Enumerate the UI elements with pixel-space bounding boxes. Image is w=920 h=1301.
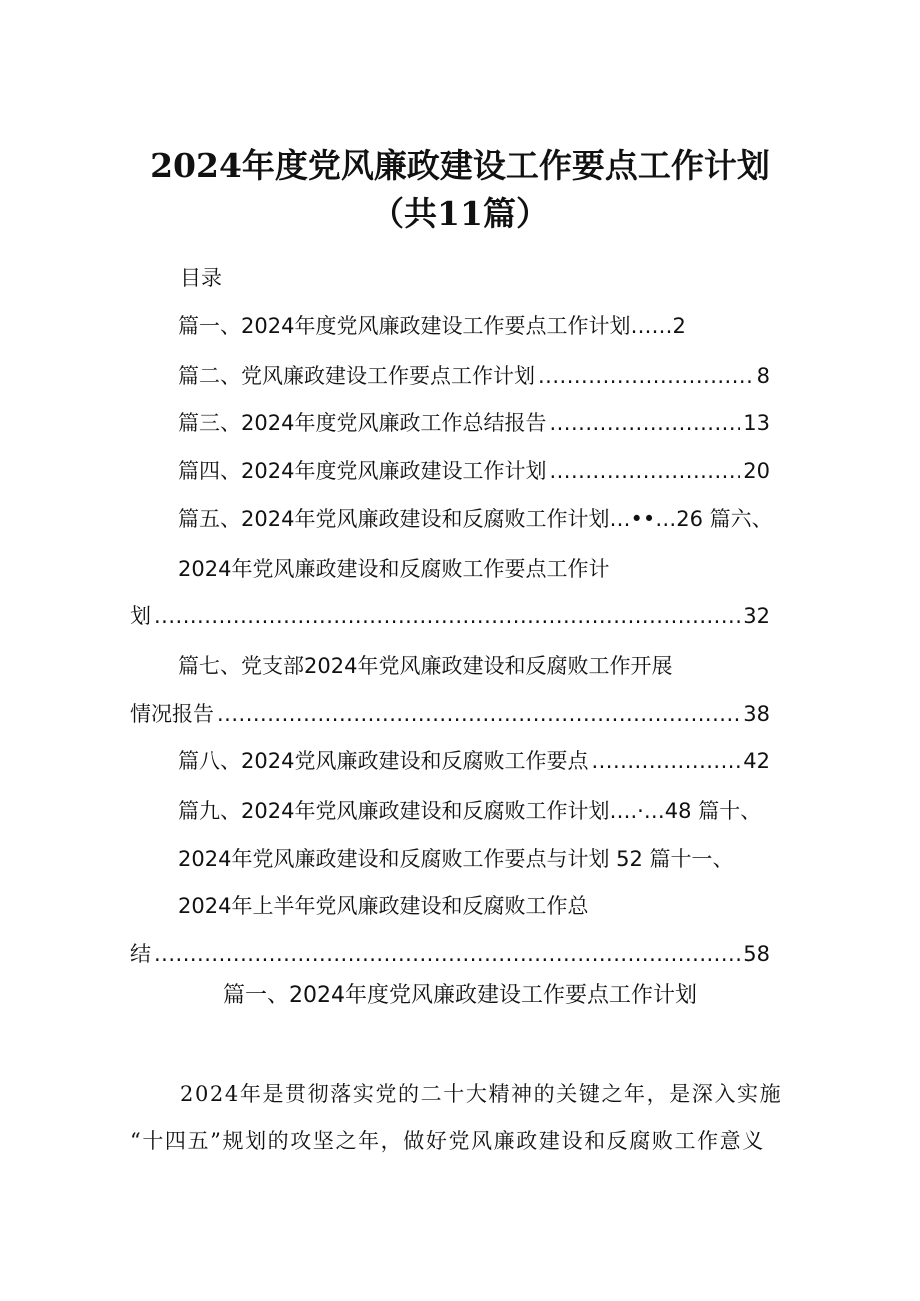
toc-entry[interactable]: 篇五、2024年党风廉政建设和反腐败工作计划…••…26 篇六、 xyxy=(178,507,773,531)
toc-heading: 目录 xyxy=(180,266,222,290)
body-paragraph-line: “十四五”规划的攻坚之年，做好党风廉政建设和反腐败工作意义 xyxy=(130,1129,765,1153)
toc-entry-page: 13 xyxy=(743,411,770,435)
toc-entry[interactable] xyxy=(178,745,770,775)
toc-entry-text: 篇三、2024年度党风廉政工作总结报告 xyxy=(178,411,547,435)
toc-entry[interactable]: 篇九、2024年党风廉政建设和反腐败工作计划….·…48 篇十、 xyxy=(178,799,762,823)
toc-entry-page: 38 xyxy=(743,702,770,726)
toc-entry[interactable]: 篇七、党支部2024年党风廉政建设和反腐败工作开展 xyxy=(178,654,673,678)
toc-leader-dots xyxy=(217,702,740,726)
toc-entry-text: 划 xyxy=(130,604,151,628)
document-subtitle: （共11篇） xyxy=(371,194,549,233)
toc-entry[interactable]: 2024年党风廉政建设和反腐败工作要点工作计 xyxy=(178,557,610,581)
toc-entry-text: 篇四、2024年度党风廉政建设工作计划 xyxy=(178,459,547,483)
toc-entry-page: 2 xyxy=(672,314,686,338)
toc-entry[interactable] xyxy=(178,360,770,390)
toc-entry-text: 篇八、2024党风廉政建设和反腐败工作要点 xyxy=(178,749,589,773)
toc-entry-page: 42 xyxy=(743,749,770,773)
toc-entry-text: 情况报告 xyxy=(130,702,214,726)
toc-leader-dots xyxy=(591,749,740,773)
toc-leader-dots xyxy=(549,411,740,435)
toc-entry-text: 结 xyxy=(130,942,151,966)
toc-entry-page: 32 xyxy=(743,604,770,628)
toc-leader-dots xyxy=(154,942,740,966)
toc-leader-dots xyxy=(549,459,740,483)
toc-entry-page: 8 xyxy=(756,364,770,388)
toc-entry-page: 20 xyxy=(743,459,770,483)
toc-entry-text: 篇二、党风廉政建设工作要点工作计划 xyxy=(178,364,535,388)
toc-leader-dots xyxy=(538,364,754,388)
document-title: 2024年度党风廉政建设工作要点工作计划 xyxy=(150,146,770,185)
section-heading: 篇一、2024年度党风廉政建设工作要点工作计划 xyxy=(223,983,697,1008)
toc-entry[interactable] xyxy=(130,938,770,968)
toc-entry[interactable]: 2024年上半年党风廉政建设和反腐败工作总 xyxy=(178,894,589,918)
toc-entry[interactable] xyxy=(130,600,770,630)
toc-entry[interactable] xyxy=(178,407,770,437)
toc-entry-text: 篇一、2024年度党风廉政建设工作要点工作计划…… xyxy=(178,314,673,338)
toc-entry[interactable] xyxy=(178,310,718,340)
toc-entry[interactable] xyxy=(130,698,770,728)
toc-entry[interactable] xyxy=(178,455,770,485)
body-paragraph-line: 2024年是贯彻落实党的二十大精神的关键之年，是深入实施 xyxy=(180,1082,783,1106)
toc-leader-dots xyxy=(154,604,740,628)
toc-entry-page: 58 xyxy=(743,942,770,966)
toc-entry[interactable]: 2024年党风廉政建设和反腐败工作要点与计划 52 篇十一、 xyxy=(178,847,734,871)
